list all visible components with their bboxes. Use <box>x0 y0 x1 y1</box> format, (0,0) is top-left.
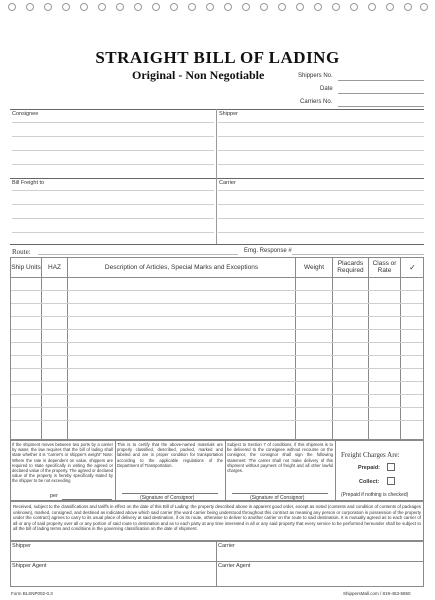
certify-note: This is to certify that the above-named materials are properly classified, described, packed, marked and labeled and are in proper condition for transportation according to the applicable regulations of the Department of Transportation. <box>117 442 223 468</box>
section7-note: Subject to Section 7 of conditions, if this shipment is to be delivered to the consignee without recourse on the consignor, the consignor shall sign the following statement: The carrier shall not make delivery of this shipment without payment of freight and all other lawful charges. <box>227 442 333 474</box>
document-subtitle: Original - Non Negotiable <box>132 68 265 82</box>
binder-hole <box>134 3 142 11</box>
parties-divider-2 <box>216 178 217 244</box>
signature-caption-2: (Signature of Consignor) <box>250 495 305 501</box>
binder-hole <box>260 3 268 11</box>
binder-hole <box>44 3 52 11</box>
col-divider <box>332 257 333 440</box>
binder-hole <box>116 3 124 11</box>
col-divider <box>400 257 401 440</box>
check-icon: ✓ <box>409 262 416 272</box>
shipper-agent-label: Shipper Agent <box>12 563 47 569</box>
collect-checkbox[interactable] <box>387 477 395 485</box>
col-header-haz: HAZ <box>48 263 61 271</box>
consignor-signature-field-1[interactable] <box>122 493 218 494</box>
binder-hole <box>242 3 250 11</box>
binder-hole <box>314 3 322 11</box>
binder-hole <box>98 3 106 11</box>
freight-charges-title: Freight Charges Are: <box>341 451 400 459</box>
col-header-weight: Weight <box>303 263 325 271</box>
binder-hole <box>188 3 196 11</box>
binder-hole <box>224 3 232 11</box>
binder-hole <box>350 3 358 11</box>
emg-response-field[interactable] <box>292 254 424 255</box>
binder-hole <box>404 3 412 11</box>
date-field[interactable] <box>338 93 424 94</box>
carriers-no-field[interactable] <box>338 106 424 107</box>
binder-hole <box>80 3 88 11</box>
shipper-agent-field[interactable] <box>11 570 215 586</box>
binder-hole <box>296 3 304 11</box>
parties-top-border <box>10 109 424 110</box>
water-note: If the shipment moves between two ports by a carrier by water, the law requires that the bill of lading shall state whether it is "carrier's or shipper's weight" Note: Where the rate is dependent on value, shippers are required to state specifically in writing the agreed or declared value of the property. The agreed or declared value of the property is hereby specifically stated by the shipper to be not exceeding <box>12 442 113 484</box>
parties-middle-border <box>10 178 424 179</box>
carrier-signature-field[interactable] <box>217 549 423 560</box>
carrier-agent-field[interactable] <box>217 570 423 586</box>
binder-hole <box>206 3 214 11</box>
binder-hole <box>278 3 286 11</box>
consignor-signature-field-2[interactable] <box>232 493 328 494</box>
footer-site: ShippersMall.com / 819-453-5860 <box>343 591 411 596</box>
shipper-label: Shipper <box>219 111 238 117</box>
binder-hole <box>420 3 428 11</box>
emg-response-label: Emg. Response # <box>244 248 292 254</box>
binder-hole <box>332 3 340 11</box>
col-divider <box>295 257 296 440</box>
col-header-ship-units: Ship Units <box>11 263 41 271</box>
route-label: Route: <box>12 248 31 256</box>
parties-bottom-border <box>10 244 424 245</box>
col-divider <box>41 257 42 440</box>
binder-hole <box>386 3 394 11</box>
bill-freight-to-label: Bill Freight to <box>12 180 45 186</box>
signature-caption-1: (Signature of Consignor) <box>140 495 195 501</box>
carrier-agent-label: Carrier Agent <box>218 563 251 569</box>
items-header-border <box>10 277 424 278</box>
col-divider <box>368 257 369 440</box>
carriers-no-label: Carriers No. <box>300 99 333 105</box>
signature-row-divider <box>10 561 424 562</box>
items-table <box>10 257 424 440</box>
document-title: STRAIGHT BILL OF LADING <box>95 48 340 67</box>
carrier-label: Carrier <box>219 180 236 186</box>
binder-hole <box>368 3 376 11</box>
terms-text: Received, subject to the classifications and tariffs in effect on the date of this Bill of Lading: the property described above in apparent good order, except as noted (contents and condition of contents of packages unknown), marked, consigned, and destined as indicated above which said carrier (the word carrier being understood throughout this contract as meaning any person or corporation in possession of the property under the contract) agrees to carry to its usual place of delivery at said destination, if on its route, otherwise to deliver to another carrier on the route to said destination. It is mutually agreed as to each carrier of all or any of said property over all or any portion of said route to destination and as to each party at any time interested in all or any said property that every service to be performed hereunder shall be subject to all the bill of lading terms and conditions in the governing classification on the date of shipment. <box>13 504 421 532</box>
binder-hole <box>8 3 16 11</box>
notes-divider <box>335 440 336 501</box>
date-label: Date <box>320 86 333 92</box>
binder-hole <box>170 3 178 11</box>
consignee-label: Consignee <box>12 111 39 117</box>
shippers-no-label: Shippers No. <box>298 73 333 79</box>
route-field[interactable] <box>38 254 238 255</box>
col-header-placards: Placards Required <box>337 260 364 274</box>
notes-divider <box>225 440 226 501</box>
prepaid-note: (Prepaid if nothing is checked) <box>341 492 409 498</box>
shippers-no-field[interactable] <box>338 80 424 81</box>
binder-hole <box>26 3 34 11</box>
notes-divider <box>115 440 116 501</box>
parties-divider <box>216 109 217 178</box>
shipper-signature-label: Shipper <box>12 543 31 549</box>
declared-value-field[interactable] <box>62 499 112 500</box>
prepaid-checkbox[interactable] <box>387 463 395 471</box>
collect-label: Collect: <box>359 479 380 485</box>
col-divider <box>67 257 68 440</box>
binder-hole <box>152 3 160 11</box>
carrier-signature-label: Carrier <box>218 543 235 549</box>
col-header-description: Description of Articles, Special Marks and Exceptions <box>104 263 259 271</box>
binder-hole <box>62 3 70 11</box>
shipper-signature-field[interactable] <box>11 549 215 560</box>
prepaid-label: Prepaid: <box>358 465 381 471</box>
per-label: per <box>50 493 58 499</box>
col-header-class-rate: Class or Rate <box>372 260 397 274</box>
form-number: Form BLSNP002-0.3 <box>11 591 53 596</box>
